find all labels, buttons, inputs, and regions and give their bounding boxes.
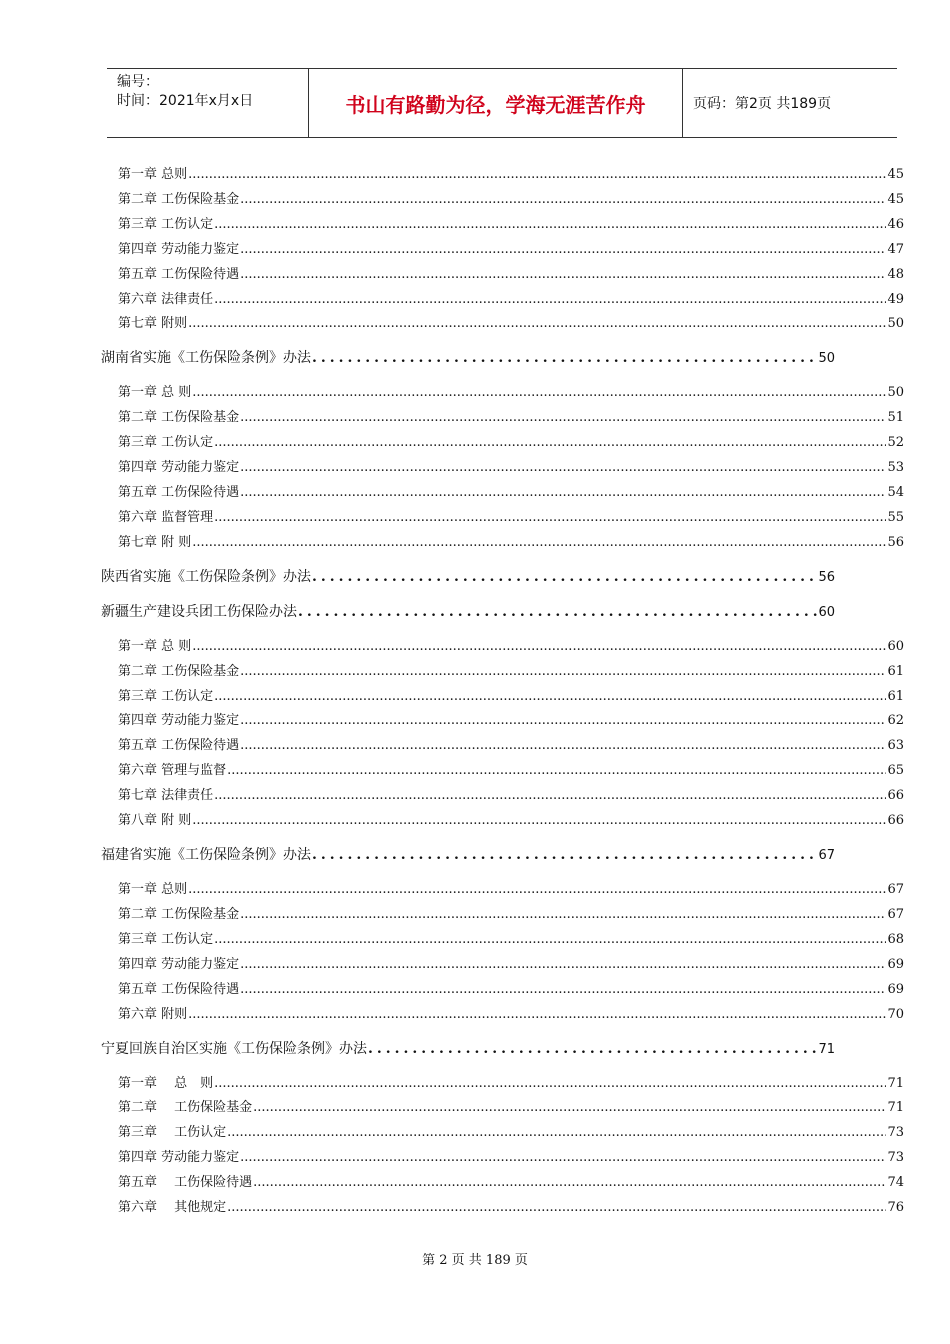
toc-chapter-entry[interactable] (118, 809, 904, 828)
toc-dot-leader (192, 385, 886, 400)
toc-entry-page: 45 (887, 167, 904, 182)
toc-entry-title: 第二章 工伤保险基金 (118, 192, 240, 207)
toc-entry-page: 76 (887, 1200, 904, 1215)
toc-entry-page: 50 (887, 385, 904, 400)
toc-chapter-entry[interactable] (118, 978, 904, 997)
toc-chapter-entry[interactable] (118, 734, 904, 753)
toc-entry-page: 63 (887, 738, 904, 753)
toc-entry-page: 69 (887, 982, 904, 997)
toc-chapter-entry[interactable] (118, 1121, 904, 1140)
toc-entry-title: 第三章 工伤认定 (118, 689, 214, 704)
toc-entry-title: 第二章 工伤保险基金 (118, 410, 240, 425)
toc-entry-title: 第六章 管理与监督 (118, 763, 227, 778)
toc-dot-leader (253, 1100, 886, 1115)
toc-chapter-entry[interactable] (118, 953, 904, 972)
document-number-label: 编号： (117, 74, 159, 90)
toc-entry-page: 45 (887, 192, 904, 207)
toc-entry-title: 第六章 监督管理 (118, 510, 214, 525)
toc-entry-page: 68 (887, 932, 904, 947)
toc-dot-leader (240, 713, 886, 728)
toc-entry-title: 第一章 总则 (118, 882, 188, 897)
toc-entry-page: 48 (887, 267, 904, 282)
toc-dot-leader (192, 535, 886, 550)
toc-chapter-entry[interactable] (118, 288, 904, 307)
toc-chapter-entry[interactable] (118, 506, 904, 525)
toc-entry-title: 第五章 工伤保险待遇 (118, 485, 240, 500)
toc-entry-page: 66 (887, 788, 904, 803)
toc-chapter-entry[interactable] (118, 759, 904, 778)
toc-dot-leader (214, 435, 886, 450)
toc-entry-title: 第三章 工伤认定 (118, 435, 214, 450)
toc-entry-title: 第八章 附 则 (118, 813, 192, 828)
page-footer: 第 2 页 共 189 页 (422, 1253, 528, 1268)
toc-entry-page: 56 (818, 570, 835, 585)
toc-dot-leader (240, 664, 886, 679)
toc-entry-page: 66 (887, 813, 904, 828)
toc-entry-page: 70 (887, 1007, 904, 1022)
toc-entry-title: 第五章 工伤保险待遇 (118, 982, 240, 997)
toc-dot-leader (312, 569, 817, 585)
toc-entry-page: 65 (887, 763, 904, 778)
toc-entry-page: 71 (887, 1100, 904, 1115)
toc-chapter-entry[interactable] (118, 928, 904, 947)
toc-chapter-entry[interactable] (118, 1171, 904, 1190)
toc-chapter-entry[interactable] (118, 481, 904, 500)
toc-chapter-entry[interactable] (118, 635, 904, 654)
toc-entry-title: 湖南省实施《工伤保险条例》办法 (101, 350, 311, 366)
toc-dot-leader (188, 882, 886, 897)
toc-entry-page: 60 (818, 605, 835, 620)
toc-dot-leader (192, 813, 886, 828)
toc-dot-leader (240, 267, 886, 282)
toc-chapter-entry[interactable] (118, 263, 904, 282)
toc-entry-page: 74 (887, 1175, 904, 1190)
toc-entry-title: 第二章 工伤保险基金 (118, 664, 240, 679)
toc-dot-leader (240, 460, 886, 475)
toc-section-entry[interactable] (101, 601, 835, 621)
toc-chapter-entry[interactable] (118, 1072, 904, 1091)
toc-entry-title: 第五章 工伤保险待遇 (118, 267, 240, 282)
toc-dot-leader (312, 847, 817, 863)
toc-entry-page: 53 (887, 460, 904, 475)
toc-chapter-entry[interactable] (118, 163, 904, 182)
toc-section-entry[interactable] (101, 566, 835, 586)
toc-entry-title: 第二章 工伤保险基金 (118, 1100, 253, 1115)
toc-entry-page: 46 (887, 217, 904, 232)
toc-dot-leader (214, 292, 886, 307)
toc-dot-leader (188, 1007, 886, 1022)
toc-entry-title: 第一章 总 则 (118, 1076, 214, 1091)
toc-entry-page: 71 (887, 1076, 904, 1091)
toc-dot-leader (227, 1125, 886, 1140)
toc-dot-leader (227, 763, 886, 778)
toc-dot-leader (214, 932, 886, 947)
toc-entry-title: 福建省实施《工伤保险条例》办法 (101, 847, 311, 863)
toc-entry-title: 第四章 劳动能力鉴定 (118, 957, 240, 972)
toc-dot-leader (368, 1041, 817, 1057)
toc-chapter-entry[interactable] (118, 1196, 904, 1215)
toc-entry-page: 49 (887, 292, 904, 307)
toc-chapter-entry[interactable] (118, 238, 904, 257)
toc-chapter-entry[interactable] (118, 660, 904, 679)
toc-section-entry[interactable] (101, 347, 835, 367)
toc-entry-page: 50 (887, 316, 904, 331)
toc-entry-title: 第二章 工伤保险基金 (118, 907, 240, 922)
toc-entry-page: 47 (887, 242, 904, 257)
page-header (107, 68, 897, 138)
toc-entry-page: 51 (887, 410, 904, 425)
toc-dot-leader (192, 639, 886, 654)
toc-dot-leader (240, 1150, 886, 1165)
toc-entry-title: 第五章 工伤保险待遇 (118, 1175, 253, 1190)
toc-chapter-entry[interactable] (118, 531, 904, 550)
toc-chapter-entry[interactable] (118, 406, 904, 425)
toc-dot-leader (240, 485, 886, 500)
toc-dot-leader (312, 350, 817, 366)
toc-entry-title: 第七章 法律责任 (118, 788, 214, 803)
toc-entry-page: 60 (887, 639, 904, 654)
toc-entry-title: 第六章 其他规定 (118, 1200, 227, 1215)
toc-dot-leader (188, 167, 886, 182)
header-page-label: 页码：第2页 共189页 (693, 96, 832, 112)
toc-dot-leader (240, 242, 886, 257)
toc-entry-page: 50 (818, 351, 835, 366)
toc-entry-title: 第一章 总 则 (118, 385, 192, 400)
toc-dot-leader (240, 410, 886, 425)
toc-entry-title: 第四章 劳动能力鉴定 (118, 1150, 240, 1165)
toc-entry-title: 第一章 总 则 (118, 639, 192, 654)
toc-dot-leader (214, 510, 886, 525)
toc-dot-leader (240, 982, 886, 997)
toc-chapter-entry[interactable] (118, 456, 904, 475)
toc-entry-title: 新疆生产建设兵团工伤保险办法 (101, 604, 297, 620)
toc-chapter-entry[interactable] (118, 784, 904, 803)
toc-entry-title: 第七章 附 则 (118, 535, 192, 550)
toc-dot-leader (240, 738, 886, 753)
toc-entry-title: 宁夏回族自治区实施《工伤保险条例》办法 (101, 1041, 367, 1057)
toc-dot-leader (214, 217, 886, 232)
toc-chapter-entry[interactable] (118, 1146, 904, 1165)
toc-entry-title: 第三章 工伤认定 (118, 932, 214, 947)
toc-entry-page: 61 (887, 664, 904, 679)
toc-entry-title: 第五章 工伤保险待遇 (118, 738, 240, 753)
toc-entry-title: 陕西省实施《工伤保险条例》办法 (101, 569, 311, 585)
toc-entry-page: 52 (887, 435, 904, 450)
toc-entry-page: 73 (887, 1150, 904, 1165)
toc-dot-leader (240, 957, 886, 972)
toc-dot-leader (188, 316, 886, 331)
toc-entry-page: 71 (818, 1042, 835, 1057)
toc-chapter-entry[interactable] (118, 431, 904, 450)
toc-entry-page: 54 (887, 485, 904, 500)
toc-dot-leader (214, 1076, 886, 1091)
toc-entry-title: 第三章 工伤认定 (118, 1125, 227, 1140)
toc-entry-title: 第四章 劳动能力鉴定 (118, 460, 240, 475)
toc-dot-leader (240, 907, 886, 922)
toc-dot-leader (227, 1200, 886, 1215)
toc-entry-page: 67 (887, 907, 904, 922)
toc-entry-page: 55 (887, 510, 904, 525)
header-info-cell (107, 69, 309, 137)
toc-entry-title: 第七章 附则 (118, 316, 188, 331)
toc-chapter-entry[interactable] (118, 878, 904, 897)
toc-chapter-entry[interactable] (118, 381, 904, 400)
toc-dot-leader (240, 192, 886, 207)
toc-chapter-entry[interactable] (118, 188, 904, 207)
toc-entry-page: 69 (887, 957, 904, 972)
document-time-label: 时间：2021年x月x日 (117, 93, 254, 109)
toc-entry-title: 第四章 劳动能力鉴定 (118, 713, 240, 728)
toc-dot-leader (298, 604, 817, 620)
toc-chapter-entry[interactable] (118, 312, 904, 331)
toc-chapter-entry[interactable] (118, 1003, 904, 1022)
toc-entry-page: 67 (887, 882, 904, 897)
toc-entry-page: 73 (887, 1125, 904, 1140)
toc-entry-title: 第六章 法律责任 (118, 292, 214, 307)
toc-section-entry[interactable] (101, 1038, 835, 1058)
toc-entry-title: 第四章 劳动能力鉴定 (118, 242, 240, 257)
toc-chapter-entry[interactable] (118, 213, 904, 232)
toc-entry-page: 62 (887, 713, 904, 728)
header-motto: 书山有路勤为径，学海无涯苦作舟 (309, 69, 683, 137)
toc-entry-title: 第一章 总则 (118, 167, 188, 182)
toc-chapter-entry[interactable] (118, 709, 904, 728)
toc-dot-leader (214, 788, 886, 803)
toc-dot-leader (253, 1175, 886, 1190)
toc-dot-leader (214, 689, 886, 704)
toc-entry-title: 第三章 工伤认定 (118, 217, 214, 232)
toc-entry-page: 61 (887, 689, 904, 704)
toc-chapter-entry[interactable] (118, 685, 904, 704)
toc-chapter-entry[interactable] (118, 1096, 904, 1115)
toc-entry-page: 56 (887, 535, 904, 550)
toc-entry-title: 第六章 附则 (118, 1007, 188, 1022)
toc-chapter-entry[interactable] (118, 903, 904, 922)
toc-entry-page: 67 (818, 848, 835, 863)
toc-section-entry[interactable] (101, 844, 835, 864)
